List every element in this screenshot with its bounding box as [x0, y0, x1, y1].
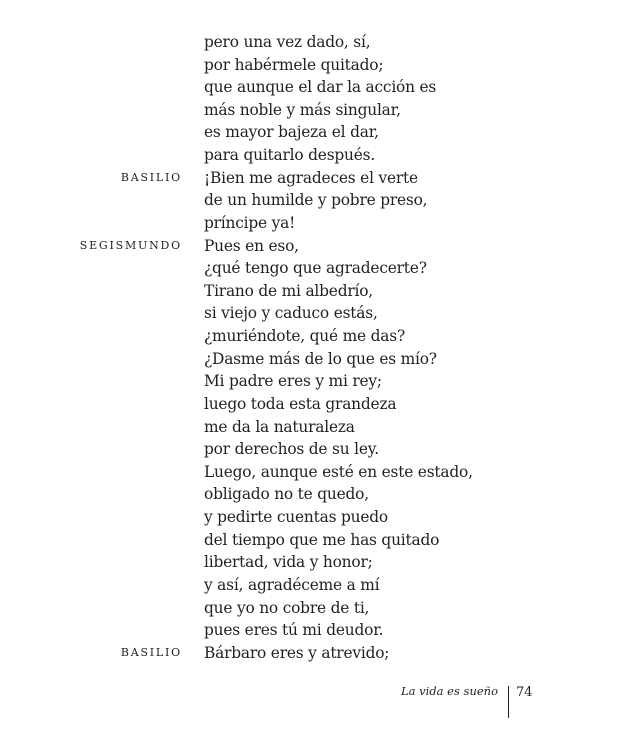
verse-text: príncipe ya! [204, 213, 296, 232]
verse-line [0, 461, 638, 484]
verse-line [0, 167, 638, 190]
verse-text: por habérmele quitado; [204, 55, 384, 74]
verse-text: Pues en eso, [204, 236, 299, 255]
verse-line [0, 121, 638, 144]
verse-line [0, 551, 638, 574]
page-number: 74 [516, 685, 533, 700]
verse-text: pues eres tú mi deudor. [204, 621, 384, 640]
verse-line [0, 438, 638, 461]
verse-line [0, 574, 638, 597]
verse-text: si viejo y caduco estás, [204, 304, 378, 323]
verse-text: Tirano de mi albedrío, [204, 281, 374, 300]
verse-line [0, 257, 638, 280]
speaker-name: SEGISMUNDO [79, 238, 182, 252]
verse-line [0, 393, 638, 416]
verse-text: ¿qué tengo que agradecerte? [204, 259, 427, 278]
verse-line [0, 370, 638, 393]
verse-text: que aunque el dar la acción es [204, 78, 437, 97]
verse-line [0, 325, 638, 348]
verse-line [0, 99, 638, 122]
verse-text: ¿muriéndote, qué me das? [204, 327, 405, 346]
running-title: La vida es sueño [400, 684, 498, 698]
speaker-name: BASILIO [120, 645, 182, 659]
verse-text: libertad, vida y honor; [204, 553, 373, 572]
verse-text: obligado no te quedo, [204, 485, 369, 504]
verse-line [0, 529, 638, 552]
speaker-name: BASILIO [120, 170, 182, 184]
verse-text: del tiempo que me has quitado [204, 530, 440, 549]
verse-text: es mayor bajeza el dar, [204, 123, 379, 142]
verse-text: ¡Bien me agradeces el verte [204, 168, 418, 187]
verse-line [0, 619, 638, 642]
verse-text: me da la naturaleza [204, 417, 355, 436]
verse-line [0, 597, 638, 620]
verse-text: luego toda esta grandeza [204, 394, 397, 413]
verse-text: pero una vez dado, sí, [204, 33, 371, 51]
verse-text: Luego, aunque esté en este estado, [204, 462, 473, 481]
verse-line [0, 416, 638, 439]
verse-text: de un humilde y pobre preso, [204, 191, 428, 210]
verse-text: Bárbaro eres y atrevido; [204, 643, 390, 662]
verse-line [0, 31, 638, 54]
verse-text: Mi padre eres y mi rey; [204, 372, 382, 391]
verse-line [0, 302, 638, 325]
verse-text: para quitarlo después. [204, 146, 376, 165]
verse-text: ¿Dasme más de lo que es mío? [204, 349, 437, 368]
verse-line [0, 212, 638, 235]
verse-line [0, 235, 638, 258]
footer-divider [508, 686, 509, 718]
verse-text: más noble y más singular, [204, 100, 401, 119]
verse-line [0, 348, 638, 371]
verse-line [0, 189, 638, 212]
verse-line [0, 76, 638, 99]
verse-line [0, 506, 638, 529]
verse-line [0, 642, 638, 665]
verse-text: y así, agradéceme a mí [204, 575, 380, 594]
verse-text: que yo no cobre de ti, [204, 598, 370, 617]
verse-line [0, 54, 638, 77]
verse-text: por derechos de su ley. [204, 440, 379, 459]
verse-line [0, 483, 638, 506]
verse-line [0, 144, 638, 167]
verse-line [0, 280, 638, 303]
verse-text: y pedirte cuentas puedo [204, 508, 388, 527]
